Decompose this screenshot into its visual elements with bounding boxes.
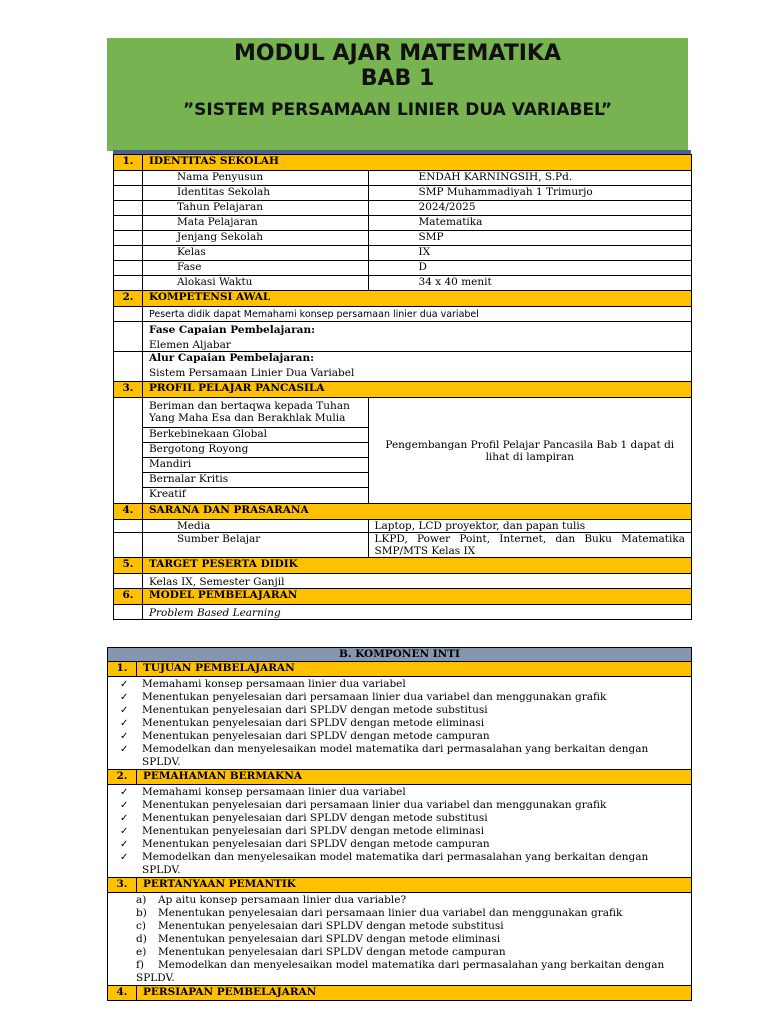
- pemahaman-item: ✓ Memahami konsep persamaan linier dua variabel: [132, 786, 685, 799]
- section-header-identitas: 1. IDENTITAS SEKOLAH: [114, 155, 692, 171]
- section-header-profil: 3. PROFIL PELAJAR PANCASILA: [114, 382, 692, 398]
- sarana-media-value: Laptop, LCD proyektor, dan papan tulis: [368, 520, 691, 533]
- identitas-row: [114, 276, 692, 291]
- pemahaman-item: ✓ Menentukan penyelesaian dari SPLDV dengan metode substitusi: [132, 812, 685, 825]
- tujuan-item: ✓ Menentukan penyelesaian dari persamaan linier dua variabel dan menggunakan grafik: [132, 691, 685, 704]
- tujuan-item: ✓ Menentukan penyelesaian dari SPLDV dengan metode campuran: [132, 730, 685, 743]
- section-header-pertanyaan: 3. PERTANYAAN PEMANTIK: [108, 878, 692, 893]
- section-header-tujuan: 1. TUJUAN PEMBELAJARAN: [108, 662, 692, 677]
- fase-value: Elemen Aljabar: [148, 339, 231, 351]
- identitas-label: Kelas: [142, 246, 368, 261]
- tujuan-list: [118, 678, 685, 769]
- pertanyaan-item: [136, 946, 685, 959]
- identitas-value: Matematika: [368, 216, 691, 231]
- tujuan-item: ✓ Menentukan penyelesaian dari SPLDV dengan metode eliminasi: [132, 717, 685, 730]
- identitas-row: [114, 201, 692, 216]
- pemahaman-item: ✓ Memodelkan dan menyelesaikan model matematika dari permasalahan yang berkaitan dengan SPLDV.: [132, 851, 685, 877]
- section-header-model: 6. MODEL PEMBELAJARAN: [114, 589, 692, 605]
- identitas-value: D: [368, 261, 691, 276]
- identitas-row: [114, 231, 692, 246]
- alur-value: Sistem Persamaan Linier Dua Variabel: [148, 367, 355, 379]
- pemahaman-item: ✓ Menentukan penyelesaian dari persamaan linier dua variabel dan menggunakan grafik: [132, 799, 685, 812]
- komponen-inti-header: B. KOMPONEN INTI: [108, 648, 692, 662]
- identitas-row: [114, 261, 692, 276]
- identitas-value: 2024/2025: [368, 201, 691, 216]
- pertanyaan-marker: a): [136, 894, 147, 906]
- pemahaman-item: ✓ Menentukan penyelesaian dari SPLDV dengan metode campuran: [132, 838, 685, 851]
- identitas-label: Identitas Sekolah: [142, 186, 368, 201]
- pertanyaan-marker: d): [136, 933, 147, 945]
- sarana-sumber-label: Sumber Belajar: [142, 533, 368, 558]
- pertanyaan-marker: e): [136, 946, 147, 958]
- komponen-inti-table: [107, 647, 692, 1001]
- identitas-label: Mata Pelajaran: [142, 216, 368, 231]
- alur-label: Alur Capaian Pembelajaran:: [148, 352, 314, 364]
- identitas-row: [114, 216, 692, 231]
- identitas-value: ENDAH KARNINGSIH, S.Pd.: [368, 171, 691, 186]
- profil-item: Bergotong Royong: [142, 443, 368, 458]
- pertanyaan-item: [136, 920, 685, 933]
- module-title: MODUL AJAR MATEMATIKA: [234, 41, 561, 66]
- pertanyaan-text: Ap aitu konsep persamaan linier dua variable?: [158, 894, 407, 906]
- identitas-row: [114, 246, 692, 261]
- section-header-pemahaman: 2. PEMAHAMAN BERMAKNA: [108, 770, 692, 785]
- topic-title: ”SISTEM PERSAMAAN LINIER DUA VARIABEL”: [182, 100, 612, 120]
- tujuan-item: ✓ Memahami konsep persamaan linier dua variabel: [132, 678, 685, 691]
- profil-item: Bernalar Kritis: [142, 473, 368, 488]
- identitas-label: Alokasi Waktu: [142, 276, 368, 291]
- pertanyaan-text: Menentukan penyelesaian dari SPLDV dengan metode substitusi: [158, 920, 504, 932]
- module-identity-table: [113, 154, 692, 620]
- identitas-row: [114, 171, 692, 186]
- section-header-sarana: 4. SARANA DAN PRASARANA: [114, 504, 692, 520]
- target-text: Kelas IX, Semester Ganjil: [142, 574, 691, 589]
- pemahaman-list: [118, 786, 685, 877]
- chapter-title: BAB 1: [360, 66, 435, 91]
- identitas-value: 34 x 40 menit: [368, 276, 691, 291]
- pertanyaan-item: [136, 933, 685, 946]
- fase-label: Fase Capaian Pembelajaran:: [148, 324, 315, 336]
- profil-item: Beriman dan bertaqwa kepada Tuhan Yang Maha Esa dan Berakhlak Mulia: [142, 398, 368, 428]
- pemahaman-item: ✓ Menentukan penyelesaian dari SPLDV dengan metode eliminasi: [132, 825, 685, 838]
- pertanyaan-item: [136, 894, 685, 907]
- pertanyaan-marker: f): [136, 959, 144, 971]
- pertanyaan-marker: b): [136, 907, 147, 919]
- pertanyaan-text: Menentukan penyelesaian dari persamaan linier dua variabel dan menggunakan grafik: [158, 907, 623, 919]
- identitas-row: [114, 186, 692, 201]
- pertanyaan-text: Menentukan penyelesaian dari SPLDV dengan metode campuran: [158, 946, 506, 958]
- profil-item: Berkebinekaan Global: [142, 428, 368, 443]
- identitas-label: Fase: [142, 261, 368, 276]
- tujuan-item: ✓ Memodelkan dan menyelesaikan model matematika dari permasalahan yang berkaitan dengan SPLDV.: [132, 743, 685, 769]
- pertanyaan-item: [136, 907, 685, 920]
- identitas-value: SMP: [368, 231, 691, 246]
- identitas-value: SMP Muhammadiyah 1 Trimurjo: [368, 186, 691, 201]
- pertanyaan-text: Memodelkan dan menyelesaikan model matematika dari permasalahan yang berkaitan dengan SPLDV.: [136, 959, 665, 984]
- profil-note: Pengembangan Profil Pelajar Pancasila Bab 1 dapat di lihat di lampiran: [368, 398, 691, 504]
- section-header-target: 5. TARGET PESERTA DIDIK: [114, 558, 692, 574]
- tujuan-item: ✓ Menentukan penyelesaian dari SPLDV dengan metode substitusi: [132, 704, 685, 717]
- pertanyaan-text: Menentukan penyelesaian dari SPLDV dengan metode eliminasi: [158, 933, 501, 945]
- identitas-value: IX: [368, 246, 691, 261]
- pertanyaan-item: [136, 959, 685, 985]
- pertanyaan-marker: c): [136, 920, 146, 932]
- pertanyaan-list: [122, 894, 685, 985]
- title-banner: [107, 38, 688, 151]
- section-header-persiapan: 4. PERSIAPAN PEMBELAJARAN: [108, 986, 692, 1001]
- model-text: Problem Based Learning: [142, 605, 691, 620]
- profil-item: Mandiri: [142, 458, 368, 473]
- identitas-label: Tahun Pelajaran: [142, 201, 368, 216]
- profil-item: Kreatif: [142, 488, 368, 504]
- sarana-sumber-value: LKPD, Power Point, Internet, dan Buku Matematika SMP/MTS Kelas IX: [368, 533, 691, 558]
- kompetensi-text: Peserta didik dapat Memahami konsep persamaan linier dua variabel: [142, 307, 691, 322]
- sarana-media-label: Media: [142, 520, 368, 533]
- section-header-kompetensi: 2. KOMPETENSI AWAL: [114, 291, 692, 307]
- identitas-label: Jenjang Sekolah: [142, 231, 368, 246]
- identitas-label: Nama Penyusun: [142, 171, 368, 186]
